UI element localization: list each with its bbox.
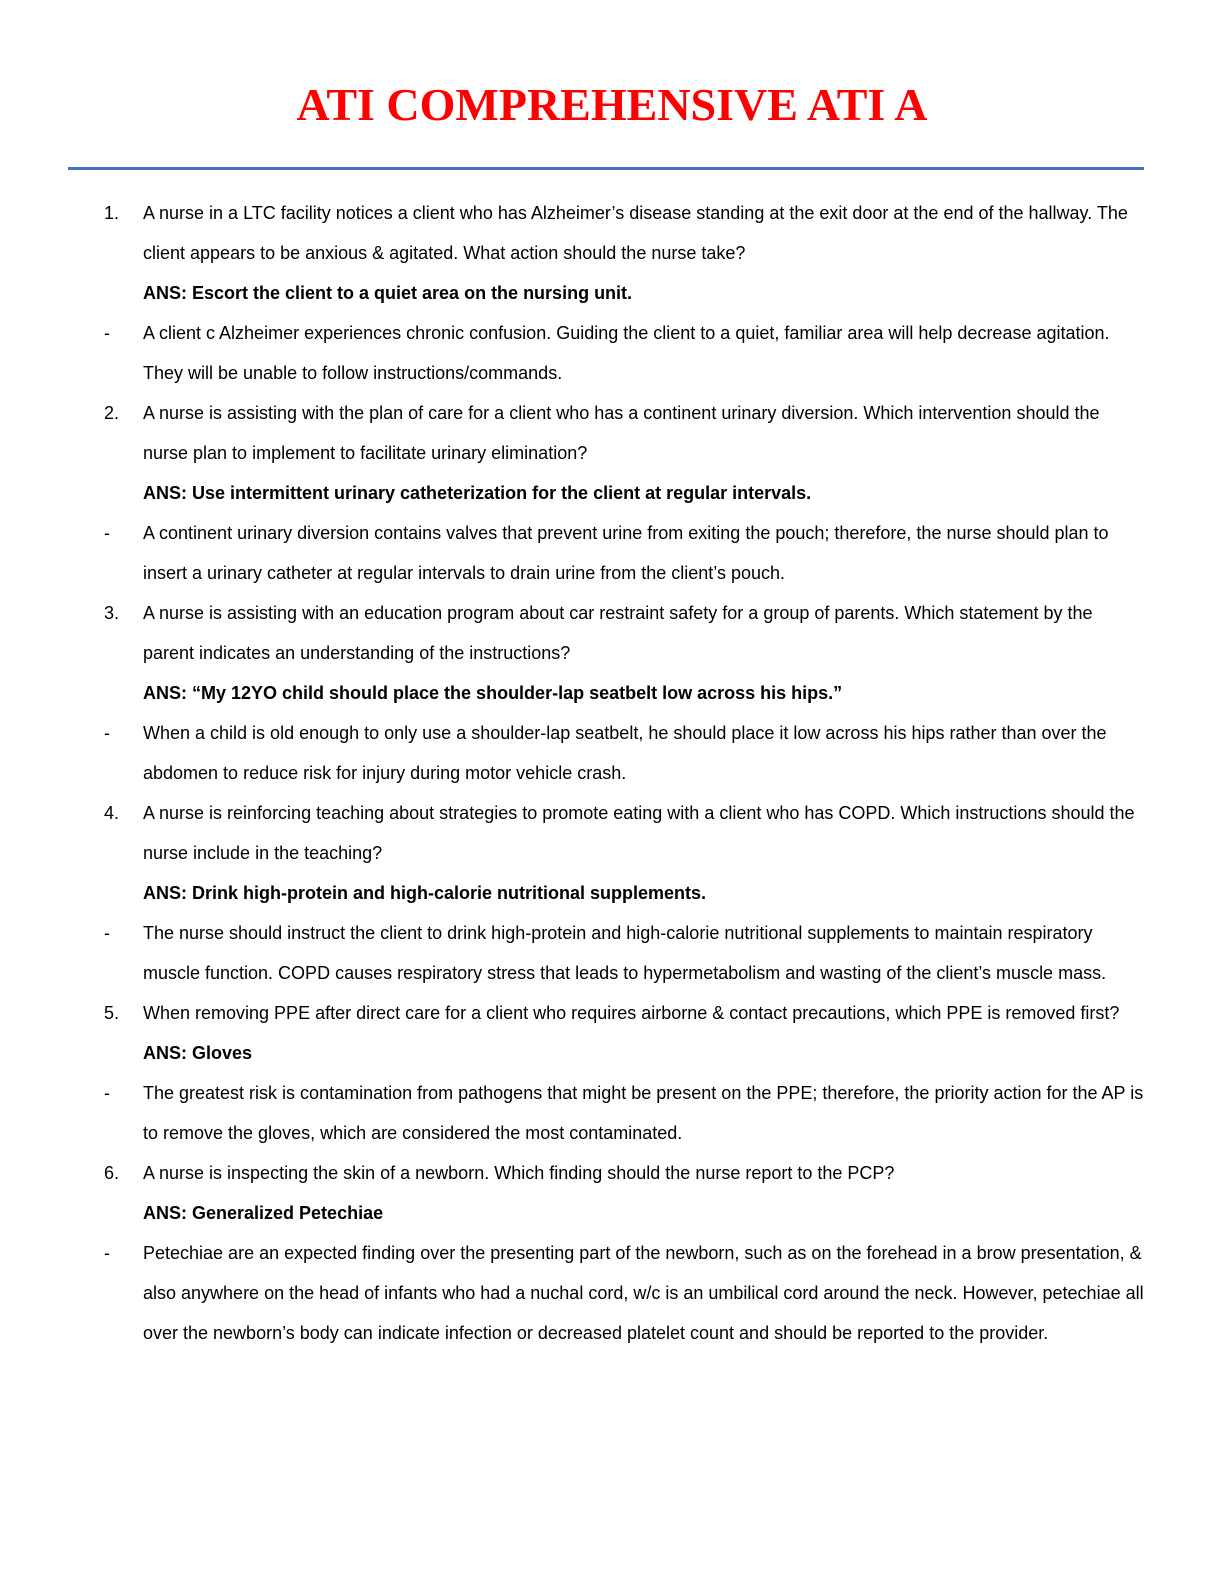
rationale-item [104, 313, 1144, 393]
answer-text: ANS: “My 12YO child should place the shoulder-lap seatbelt low across his hips.” [143, 683, 843, 703]
rationale-item [104, 913, 1144, 993]
rationale-text: The greatest risk is contamination from pathogens that might be present on the PPE; therefore, the priority action for the AP is to remove the gloves, which are considered the most contaminated. [143, 1083, 1144, 1143]
rationale-dash: - [104, 323, 110, 343]
question-number: 1. [104, 203, 120, 223]
question-text: A nurse is assisting with an education program about car restraint safety for a group of parents. Which statement by the parent indicates an understanding of the instructions? [143, 603, 1093, 663]
rationale-dash: - [104, 1243, 110, 1263]
rationale-item [104, 713, 1144, 793]
question-text: A nurse is reinforcing teaching about strategies to promote eating with a client who has COPD. Which instructions should the nurse include in the teaching? [143, 803, 1135, 863]
answer-text: ANS: Escort the client to a quiet area on the nursing unit. [143, 283, 633, 303]
rationale-text: Petechiae are an expected finding over the presenting part of the newborn, such as on the forehead in a brow presentation, & also anywhere on the head of infants who had a nuchal cord, w/c is an umbilical cord around the neck. However, petechiae all over the newborn’s body can indicate infection or decreased platelet count and should be reported to the provider. [143, 1243, 1144, 1343]
answer-text: ANS: Generalized Petechiae [143, 1203, 384, 1223]
rationale-text: A continent urinary diversion contains valves that prevent urine from exiting the pouch; therefore, the nurse should plan to insert a urinary catheter at regular intervals to drain urine from the client’s pouch. [143, 523, 1109, 583]
document-title: ATI COMPREHENSIVE ATI A [296, 79, 928, 130]
question-block-1 [104, 193, 1144, 393]
rationale-text: When a child is old enough to only use a shoulder-lap seatbelt, he should place it low across his hips rather than over the abdomen to reduce risk for injury during motor vehicle crash. [143, 723, 1107, 783]
question-list [104, 193, 1144, 1353]
rationale-text: A client c Alzheimer experiences chronic confusion. Guiding the client to a quiet, familiar area will help decrease agitation. They will be unable to follow instructions/commands. [143, 323, 1110, 383]
answer-text: ANS: Drink high-protein and high-calorie nutritional supplements. [143, 883, 707, 903]
answer-text: ANS: Use intermittent urinary catheterization for the client at regular intervals. [143, 483, 812, 503]
rationale-dash: - [104, 1083, 110, 1103]
question-number: 2. [104, 403, 120, 423]
rationale-item [104, 1073, 1144, 1153]
rationale-item [104, 1233, 1144, 1353]
question-item [104, 993, 1144, 1033]
question-text: A nurse in a LTC facility notices a client who has Alzheimer’s disease standing at the exit door at the end of the hallway. The client appears to be anxious & agitated. What action should the nurse take? [143, 203, 1128, 263]
question-item [104, 593, 1144, 673]
question-item [104, 793, 1144, 873]
question-block-4 [104, 793, 1144, 993]
rationale-dash: - [104, 523, 110, 543]
question-text: A nurse is assisting with the plan of care for a client who has a continent urinary diversion. Which intervention should the nurse plan to implement to facilitate urinary elimination? [143, 403, 1100, 463]
question-block-2 [104, 393, 1144, 593]
question-number: 3. [104, 603, 120, 623]
question-block-6 [104, 1153, 1144, 1353]
question-text: A nurse is inspecting the skin of a newborn. Which finding should the nurse report to the PCP? [143, 1163, 895, 1183]
rationale-dash: - [104, 723, 110, 743]
rationale-item [104, 513, 1144, 593]
question-item [104, 193, 1144, 273]
rationale-text: The nurse should instruct the client to drink high-protein and high-calorie nutritional supplements to maintain respiratory muscle function. COPD causes respiratory stress that leads to hypermetabolism and wasting of the client’s muscle mass. [143, 923, 1107, 983]
title-divider [68, 167, 1144, 170]
rationale-dash: - [104, 923, 110, 943]
question-number: 4. [104, 803, 120, 823]
question-block-5 [104, 993, 1144, 1153]
question-number: 5. [104, 1003, 120, 1023]
question-text: When removing PPE after direct care for a client who requires airborne & contact precautions, which PPE is removed first? [143, 1003, 1120, 1023]
question-item [104, 1153, 1144, 1193]
question-block-3 [104, 593, 1144, 793]
question-item [104, 393, 1144, 473]
question-number: 6. [104, 1163, 120, 1183]
answer-text: ANS: Gloves [143, 1043, 253, 1063]
